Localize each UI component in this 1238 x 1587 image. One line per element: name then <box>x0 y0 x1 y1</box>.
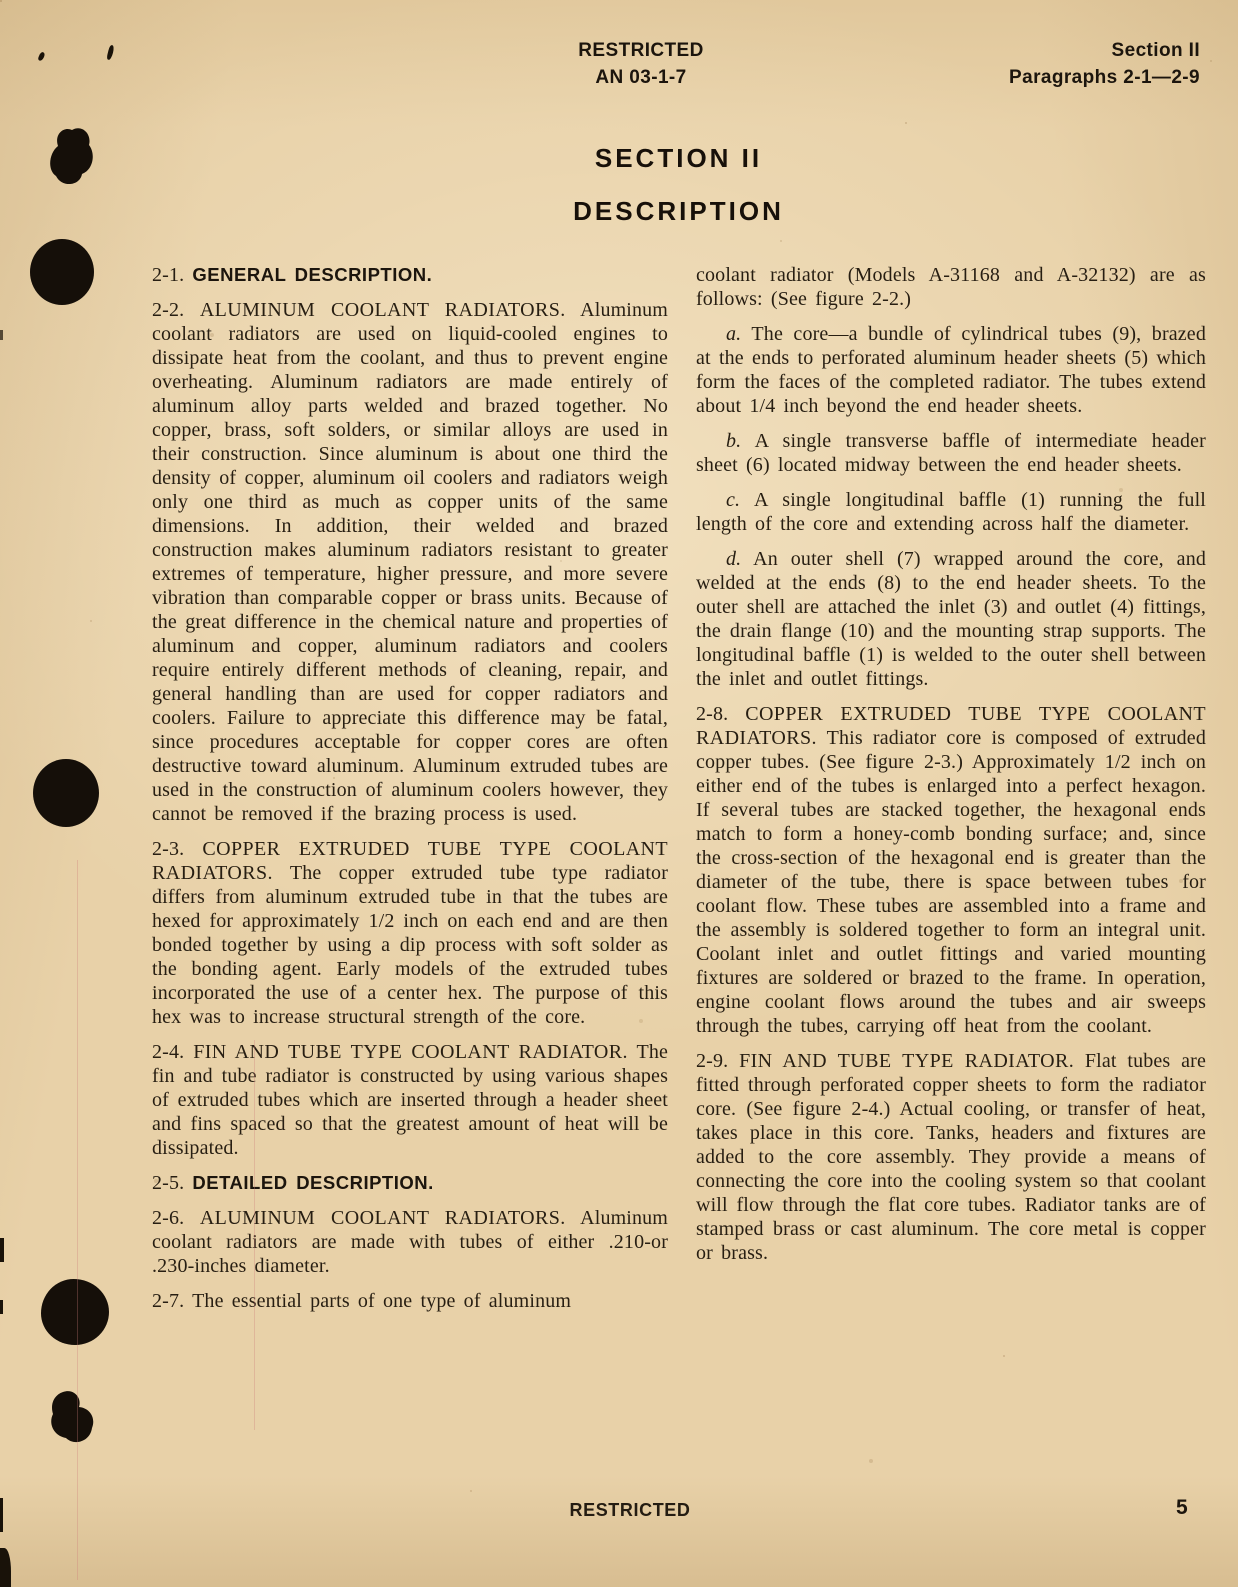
ink-blot-bean-bottom <box>46 1390 100 1452</box>
header-right <box>1009 37 1200 91</box>
subparagraph-letter: c. <box>726 489 741 511</box>
paragraph-2-8 <box>696 702 1206 1038</box>
subparagraph-c <box>696 488 1206 536</box>
paragraph-heading: GENERAL DESCRIPTION. <box>192 264 433 285</box>
ink-blot-circle-1 <box>30 239 94 305</box>
subparagraph-a <box>696 322 1206 418</box>
paragraph-2-9 <box>696 1049 1206 1265</box>
right-column <box>696 263 1206 1313</box>
paragraph-number: 2-3. <box>152 838 185 860</box>
paragraph-text: This radiator core is composed of extruded copper tubes. (See figure 2-3.) Approximately 1/2 inch on either end of the tubes is enlarged into a perfect hexagon. If several tubes are stacked together, the hexagonal ends match to form a honey-comb bonding surface; and, since the cross-section of the hexagonal end is greater than the diameter of the tube, there is space between tubes for coolant flow. These tubes are assembled into a frame and the assembly is soldered together to form an integral unit. Coolant inlet and outlet fittings and varied mounting fixtures are soldered or brazed to the frame. In operation, engine coolant flows around the tubes and air sweeps through the tubes, carrying off heat from the coolant. <box>696 727 1206 1037</box>
paragraph-number: 2-2. <box>152 299 185 321</box>
paragraph-heading: FIN AND TUBE TYPE RADIATOR. <box>739 1050 1075 1072</box>
edge-mark-1 <box>0 1238 4 1262</box>
paragraph-heading: COPPER EXTRUDED TUBE TYPE COOLANT RADIATORS. <box>152 838 668 884</box>
edge-mark-4 <box>0 330 3 340</box>
paragraph-text: The fin and tube radiator is constructed by using various shapes of extruded tubes which are inserted through a header sheet and fins spaced so that the greatest amount of heat will be dissipated. <box>152 1041 668 1159</box>
paragraph-text: Aluminum coolant radiators are used on liquid-cooled engines to dissipate heat from the coolant, and thus to prevent engine overheating. Aluminum radiators are made entirely of aluminum alloy parts welded and brazed together. No copper, brass, soft solders, or similar alloys are used in their construction. Since aluminum is about one third the density of copper, aluminum oil coolers and radiators weigh only one third as much as copper units of the same dimensions. In addition, their welded and brazed construction makes aluminum radiators resistant to greater extremes of temperature, higher pressure, and more severe vibration than comparable copper or brass units. Because of the great difference in the chemical nature and properties of aluminum and copper, aluminum radiators and coolers require entirely different methods of cleaning, repair, and general handling than are used for copper radiators and coolers. Failure to appreciate this difference may be fatal, since procedures acceptable for copper cores are often destructive toward aluminum. Aluminum extruded tubes are used in the construction of aluminum coolers however, they cannot be removed if the brazing process is used. <box>152 299 669 825</box>
paper-specks <box>0 0 2 2</box>
paragraph-heading: DETAILED DESCRIPTION. <box>192 1172 434 1193</box>
paragraph-2-1 <box>152 263 668 287</box>
paragraph-text: Flat tubes are fitted through perforated copper sheets to form the radiator core. (See figure 2-4.) Actual cooling, or transfer of heat, takes place in this core. Tanks, headers and fixtures are added to the core assembly. They provide a means of connecting the core into the cooling system so that coolant will flow through the flat core tubes. Radiator tanks are of stamped brass or cast aluminum. The core metal is copper or brass. <box>696 1050 1207 1264</box>
paragraph-text: The copper extruded tube type radiator differs from aluminum extruded tube in that the tubes are hexed for approximately 1/2 inch on each end and are then bonded together by using a dip process with soft solder as the bonding agent. Early models of the extruded tubes incorporated the use of a center hex. The purpose of this hex was to increase structural strength of the core. <box>152 862 669 1028</box>
crease-line-1 <box>254 1040 255 1430</box>
header-paragraph-range: Paragraphs 2-1—2-9 <box>1009 67 1200 88</box>
subparagraph-b <box>696 429 1206 477</box>
footer-restricted: RESTRICTED <box>569 1500 691 1520</box>
header-restricted: RESTRICTED <box>578 40 704 61</box>
paragraph-2-5 <box>152 1171 668 1195</box>
paragraph-text: The essential parts of one type of aluminum <box>192 1290 572 1312</box>
paragraph-number: 2-1. <box>152 264 185 286</box>
pen-mark-small <box>37 51 45 61</box>
paragraph-2-3 <box>152 837 668 1029</box>
paragraph-text: A single longitudinal baffle (1) running the full length of the core and extending across half the diameter. <box>696 489 1206 535</box>
paragraph-2-6 <box>152 1206 668 1278</box>
ink-blot-circle-3 <box>41 1279 109 1345</box>
edge-mark-2 <box>0 1300 3 1314</box>
paragraph-text: A single transverse baffle of intermediate header sheet (6) located midway between the end header sheets. <box>696 430 1206 476</box>
subparagraph-letter: b. <box>726 430 742 452</box>
paragraph-number: 2-6. <box>152 1207 185 1229</box>
paragraph-heading: FIN AND TUBE TYPE COOLANT RADIATOR. <box>193 1041 628 1063</box>
header-center <box>481 37 801 91</box>
ink-blot-circle-2 <box>33 759 99 827</box>
crease-line-2 <box>77 860 78 1580</box>
header-doc-number: AN 03-1-7 <box>595 67 687 88</box>
paragraph-text: Aluminum coolant radiators are made with tubes of either .210-or .230-inches diameter. <box>152 1207 669 1277</box>
paragraph-text: The core—a bundle of cylindrical tubes (9), brazed at the ends to perforated aluminum header sheets (5) which form the faces of the completed radiator. The tubes extend about 1/4 inch beyond the end header sheets. <box>696 323 1206 417</box>
paragraph-2-7 <box>152 1289 668 1313</box>
paragraph-text: coolant radiator (Models A-31168 and A-32132) are as follows: (See figure 2-2.) <box>696 264 1206 310</box>
edge-mark-3 <box>0 1498 3 1532</box>
subparagraph-letter: a. <box>726 323 742 345</box>
paragraph-2-4 <box>152 1040 668 1160</box>
edge-mark-corner <box>0 1548 11 1587</box>
ink-blot-irregular-top <box>46 126 96 198</box>
page-number: 5 <box>1176 1496 1188 1519</box>
subparagraph-d <box>696 547 1206 691</box>
paragraph-text: An outer shell (7) wrapped around the core, and welded at the ends (8) to the end header sheets. To the outer shell are attached the inlet (3) and outlet (4) fittings, the drain flange (10) and the mounting strap supports. The longitudinal baffle (1) is welded to the outer shell between the inlet and outlet fittings. <box>696 548 1206 690</box>
paragraph-number: 2-4. <box>152 1041 185 1063</box>
section-subtitle: DESCRIPTION <box>573 196 784 226</box>
paragraph-number: 2-9. <box>696 1050 729 1072</box>
paragraph-number: 2-7. <box>152 1290 185 1312</box>
paragraph-heading: ALUMINUM COOLANT RADIATORS. <box>199 1207 566 1229</box>
paragraph-2-7-continued <box>696 263 1206 311</box>
paragraph-heading: ALUMINUM COOLANT RADIATORS. <box>199 299 566 321</box>
left-column <box>152 263 668 1313</box>
pen-mark-comma <box>106 45 114 61</box>
paragraph-2-2 <box>152 298 668 826</box>
header-section: Section II <box>1111 40 1200 61</box>
paragraph-number: 2-5. <box>152 1172 185 1194</box>
paragraph-heading: COPPER EXTRUDED TUBE TYPE COOLANT RADIATORS. <box>696 703 1206 749</box>
subparagraph-letter: d. <box>726 548 742 570</box>
document-body <box>152 263 1206 1313</box>
section-title: SECTION II <box>594 143 763 173</box>
paragraph-number: 2-8. <box>696 703 729 725</box>
